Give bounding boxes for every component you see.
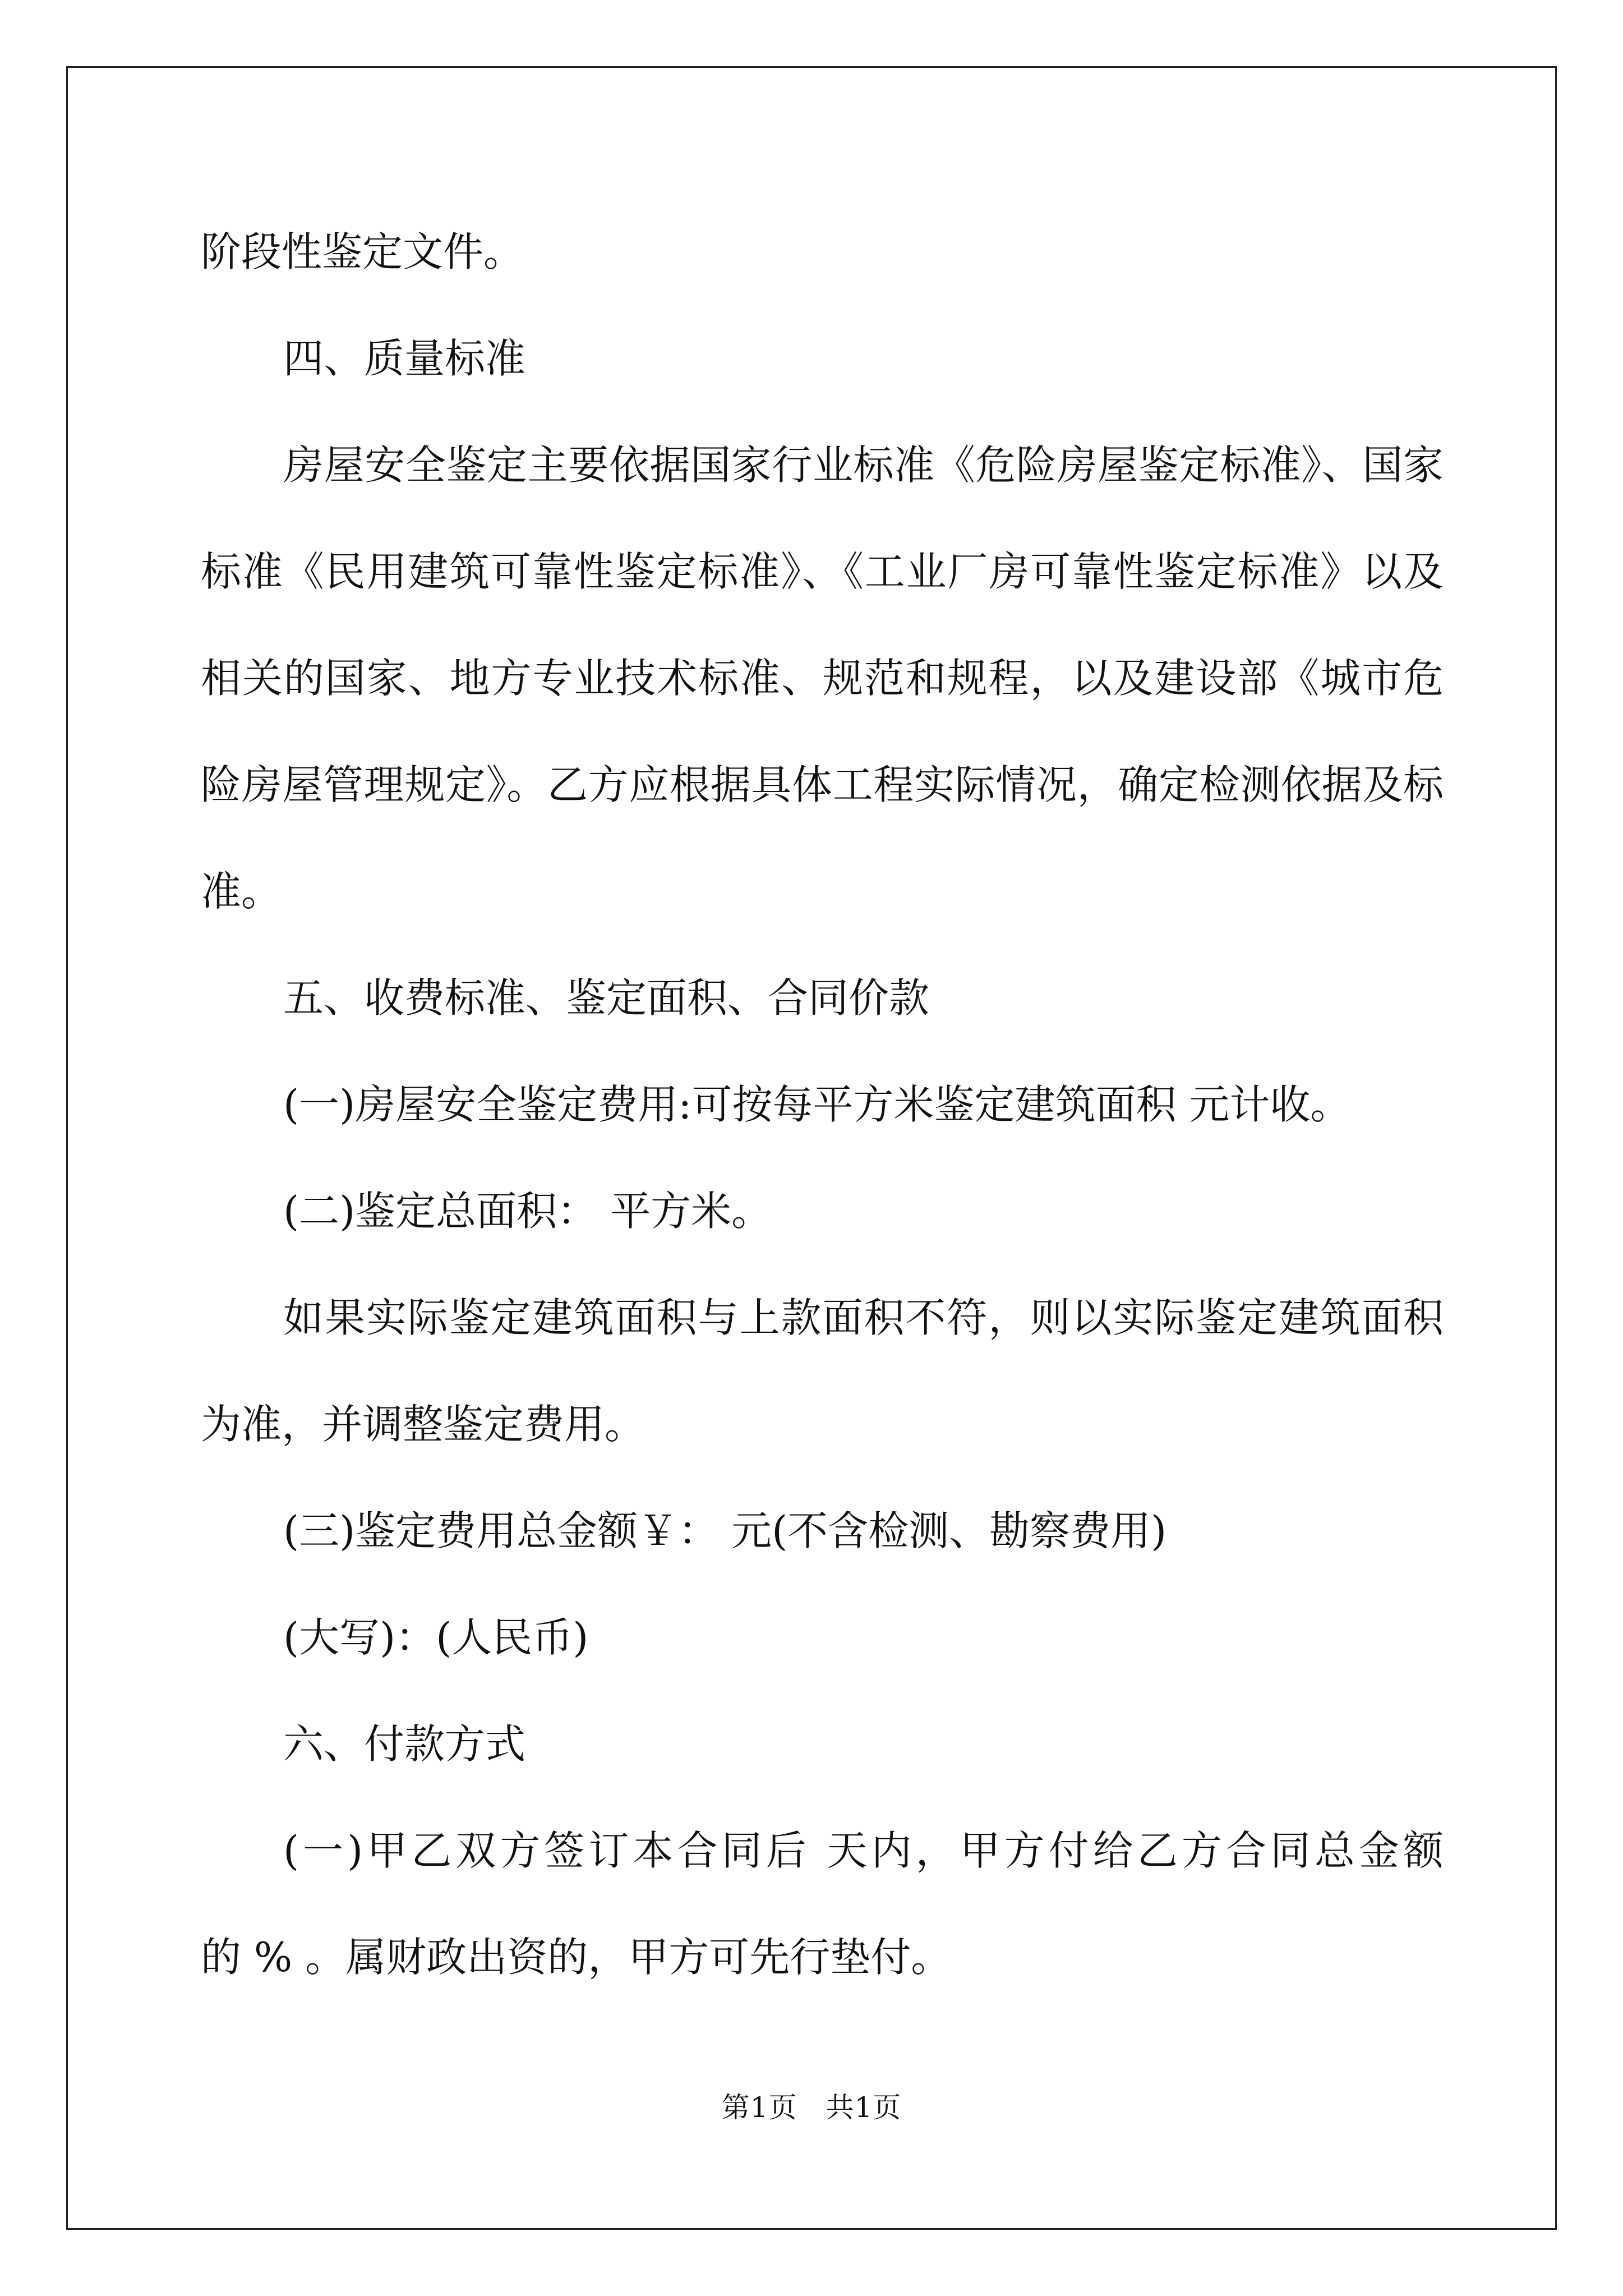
text-line: 准。 — [201, 868, 282, 915]
text-line: (三)鉴定费用总金额￥： 元(不含检测、勘察费用) — [283, 1507, 1167, 1554]
text-line: 的 % 。属财政出资的，甲方可先行垫付。 — [201, 1934, 952, 1981]
text-line: (二)鉴定总面积： 平方米。 — [283, 1188, 772, 1235]
text-line: 相关的国家、地方专业技术标准、规范和规程，以及建设部《城市危 — [201, 655, 1444, 702]
section-heading: 六、付款方式 — [283, 1720, 526, 1768]
text-line: (一)房屋安全鉴定费用:可按每平方米鉴定建筑面积 元计收。 — [283, 1081, 1351, 1128]
text-line: 如果实际鉴定建筑面积与上款面积不符，则以实际鉴定建筑面积 — [283, 1294, 1444, 1341]
page-number: 第1页 共1页 — [721, 2091, 902, 2124]
text-line: 房屋安全鉴定主要依据国家行业标准《危险房屋鉴定标准》、国家 — [283, 441, 1444, 489]
text-line: (一)甲乙双方签订本合同后 天内，甲方付给乙方合同总金额 — [283, 1827, 1444, 1874]
text-line: 为准，并调整鉴定费用。 — [201, 1401, 645, 1448]
text-line: 险房屋管理规定》。乙方应根据具体工程实际情况，确定检测依据及标 — [201, 761, 1444, 808]
section-heading: 五、收费标准、鉴定面积、合同价款 — [283, 974, 930, 1022]
section-heading: 四、质量标准 — [283, 335, 526, 382]
text-line: 阶段性鉴定文件。 — [201, 228, 524, 275]
page-border — [66, 66, 1557, 2230]
text-line: (大写)：(人民币) — [283, 1614, 589, 1661]
text-line: 标准《民用建筑可靠性鉴定标准》、《工业厂房可靠性鉴定标准》以及 — [201, 548, 1444, 595]
